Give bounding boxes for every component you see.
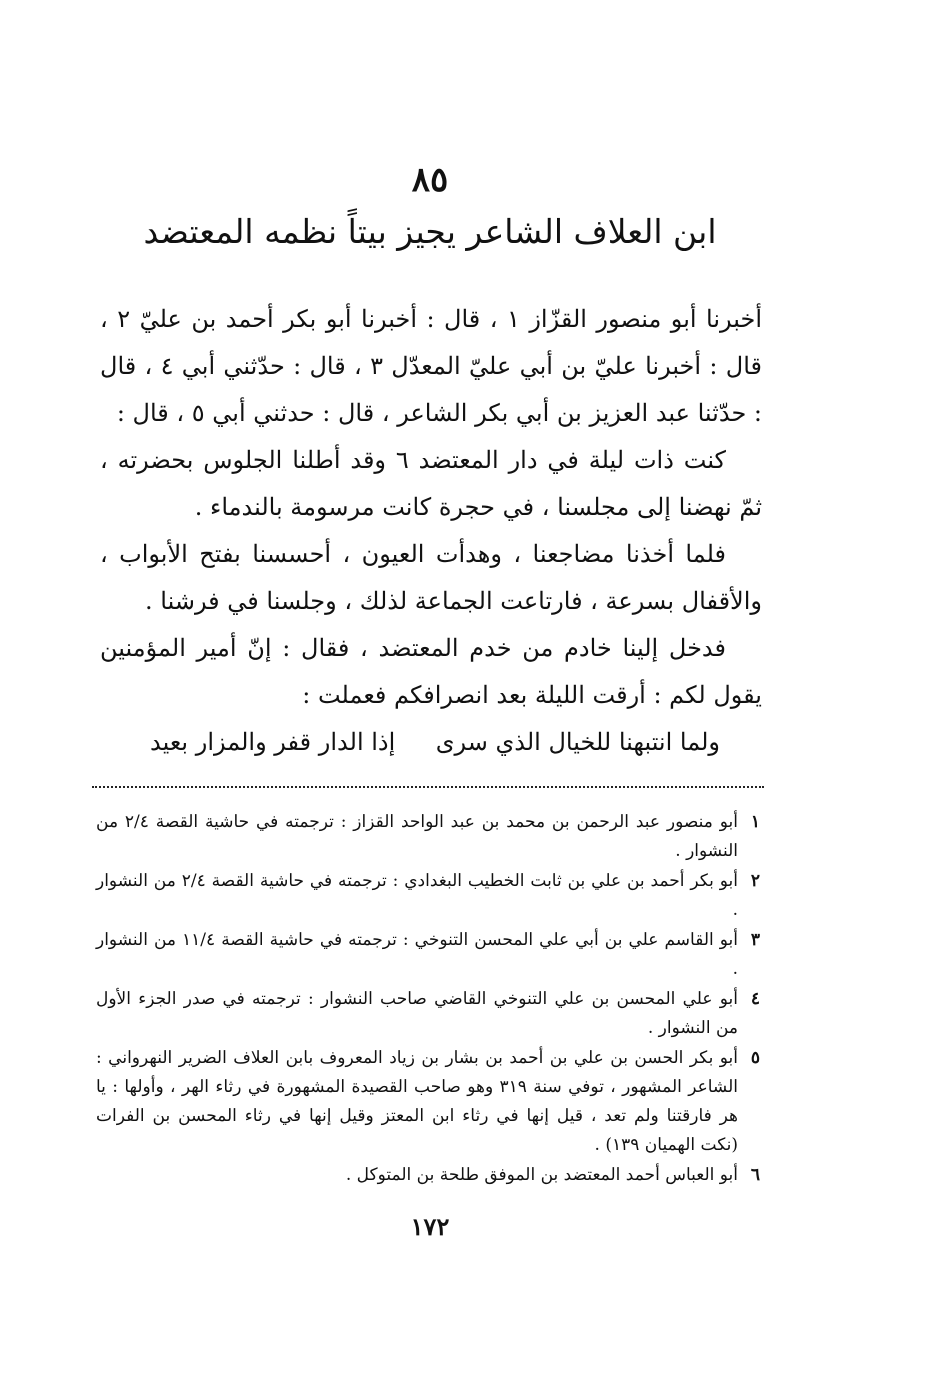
paragraph: كنت ذات ليلة في دار المعتضد ٦ وقد أطلنا الجلوس بحضرته ، ثمّ نهضنا إلى مجلسنا ، في حجرة كانت مرسومة بالندماء . [100, 446, 762, 521]
footnote-text: أبو العباس أحمد المعتضد بن الموفق طلحة بن المتوكل . [345, 1165, 738, 1185]
footnote-number: ٥ [750, 1048, 760, 1068]
footnote-text: أبو بكر أحمد بن علي بن ثابت الخطيب البغدادي : ترجمته في حاشية القصة ٢/٤ من النشوار . [96, 871, 738, 920]
footnote-text: أبو علي المحسن بن علي التنوخي القاضي صاحب النشوار : ترجمته في صدر الجزء الأول من النشوار . [96, 989, 738, 1038]
main-text [100, 296, 762, 719]
verse-second-hemistich: إذا الدار قفر والمزار بعيد [150, 728, 396, 756]
footnote-text: أبو منصور عبد الرحمن بن محمد بن عبد الواحد القزاز : ترجمته في حاشية القصة ٢/٤ من النشوار . [96, 812, 738, 861]
footnote-text: أبو بكر الحسن بن علي بن أحمد بن بشار بن زياد المعروف بابن العلاف الضرير النهرواني : الشاعر المشهور ، توفي سنة ٣١٩ وهو صاحب القصيدة المشهورة في رثاء الهر ، وأولها : يا هر فارقتنا ولم تعد ، قيل إنها في رثاء ابن المعتز وقيل إنها في رثاء المحسن بن الفرات (نكت الهميان ١٣٩) . [96, 1048, 738, 1155]
paragraph: فدخل إلينا خادم من خدم المعتضد ، فقال : إنّ أمير المؤمنين يقول لكم : أرقت الليلة بعد انصرافكم فعملت : [100, 634, 762, 709]
story-title: ابن العلاف الشاعر يجيز بيتاً نظمه المعتضد [143, 212, 717, 251]
footnote-divider [92, 786, 764, 788]
paragraph-isnad: أخبرنا أبو منصور القزّاز ١ ، قال : أخبرنا أبو بكر أحمد بن عليّ ٢ ، قال : أخبرنا عليّ بن أبي عليّ المعدّل ٣ ، قال : حدّثني أبي ٤ ، قال : حدّثنا عبد العزيز بن أبي بكر الشاعر ، قال : حدثني أبي ٥ ، قال : [100, 305, 762, 427]
footnote-number: ٦ [750, 1165, 760, 1185]
footnote [96, 808, 760, 866]
footnote [96, 867, 760, 925]
footnotes [96, 808, 760, 1191]
footnote [96, 1161, 760, 1190]
footnote [96, 1044, 760, 1160]
page-number: ١٧٢ [410, 1212, 450, 1241]
footnote [96, 926, 760, 984]
verse-first-hemistich: ولما انتبهنا للخيال الذي سرى [435, 728, 720, 756]
footnote-text: أبو القاسم علي بن أبي علي المحسن التنوخي : ترجمته في حاشية القصة ١١/٤ من النشوار . [96, 930, 738, 979]
poem-verse [150, 728, 720, 756]
footnote-number: ٣ [750, 930, 760, 950]
footnote-number: ٢ [750, 871, 760, 891]
footnote-number: ١ [750, 812, 760, 832]
footnote-number: ٤ [750, 989, 760, 1009]
footnote [96, 985, 760, 1043]
story-number: ٨٥ [411, 160, 449, 200]
paragraph: فلما أخذنا مضاجعنا ، وهدأت العيون ، أحسسنا بفتح الأبواب ، والأقفال بسرعة ، فارتاعت الجماعة لذلك ، وجلسنا في فرشنا . [100, 540, 762, 615]
